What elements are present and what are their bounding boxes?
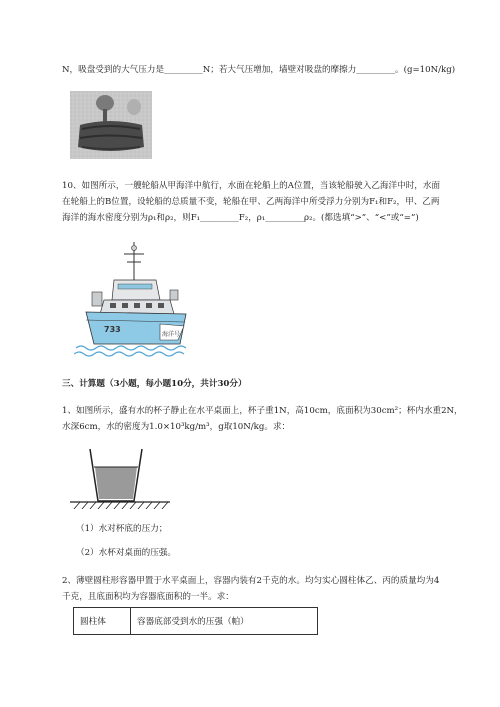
q10-line-3: 海洋的海水密度分别为ρ₁和ρ₂，则F₁_________F₂，ρ₁_________ρ₂。(都选填“>”、“<”或“=”) xyxy=(62,213,419,223)
ship-name-label: 海洋号 xyxy=(162,331,181,338)
table-header-cylinder: 圆柱体 xyxy=(74,608,131,635)
ship-hull-number: 733 xyxy=(104,325,121,334)
table-header-pressure: 容器底部受到水的压强（帕） xyxy=(131,608,318,635)
q1-line-1: 1、如图所示，盛有水的杯子静止在水平桌面上，杯子重1N，高10cm，底面积为30cm²；杯内水重2N， xyxy=(62,406,463,416)
suction-cup-photo xyxy=(70,91,152,159)
q1-line-2: 水深6cm，水的密度为1.0×10³kg/m³，g取10N/kg。求： xyxy=(62,422,291,432)
q10-line-1: 10、如图所示，一艘轮船从甲海洋中航行，水面在轮船上的A位置，当该轮船驶入乙海洋中时，水面 xyxy=(62,181,441,191)
ship-illustration xyxy=(74,240,192,360)
q2-line-2: 千克，且底面积均为容器底面积的一半。求： xyxy=(62,592,234,602)
q10-line-2: 在轮船上的B位置，设轮船的总质量不变，轮船在甲、乙两海洋中所受浮力分别为F₁和F₂，甲、乙两 xyxy=(62,197,440,207)
cup-on-table-diagram xyxy=(70,447,170,509)
q9-continuation-line: N，吸盘受到的大气压力是_________N；若大气压增加，墙壁对吸盘的摩擦力_________。(g=10N/kg) xyxy=(62,65,456,75)
q1-subquestion-2: （2）水杯对桌面的压强。 xyxy=(76,548,176,558)
section-heading: 三、计算题（3小题，每小题10分，共计30分） xyxy=(62,379,247,389)
table-row xyxy=(74,608,318,635)
q2-data-table xyxy=(73,607,318,635)
q1-subquestion-1: （1）水对杯底的压力； xyxy=(76,524,168,534)
q2-line-1: 2、薄壁圆柱形容器甲置于水平桌面上，容器内装有2千克的水。均匀实心圆柱体乙、丙的质量均为4 xyxy=(62,576,440,586)
